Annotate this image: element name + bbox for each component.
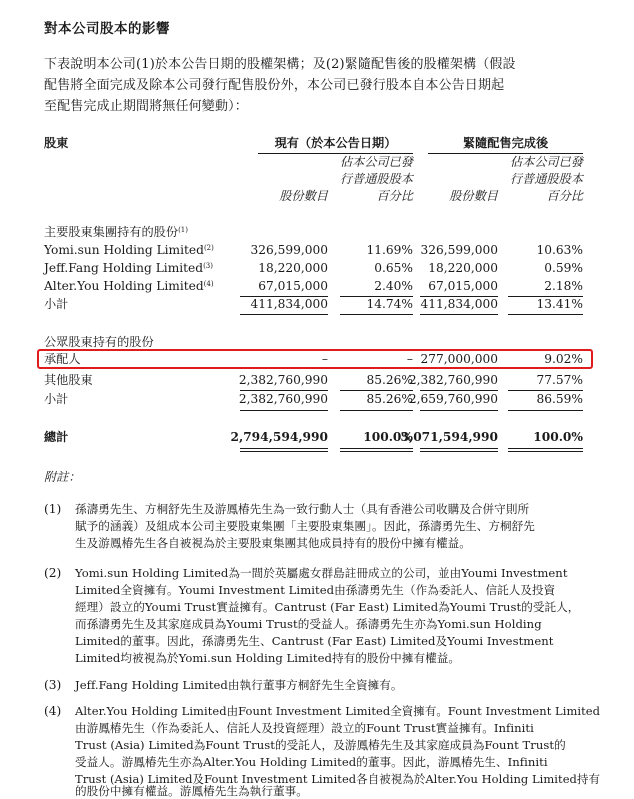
row-name: 總計 [44, 430, 69, 444]
note-line: 生及游鳳椿先生各自被視為於主要股東集團其他成員持有的股份中擁有權益。 [75, 536, 471, 550]
total-double-rule [508, 448, 583, 452]
after-shares-cell: 18,220,000 [428, 261, 498, 275]
after-pct-cell: 9.02% [544, 352, 583, 366]
current-header-rule [258, 153, 413, 154]
after-header-rule [428, 153, 583, 154]
row-name: 其他股東 [44, 373, 93, 387]
after-pct-cell: 86.59% [536, 392, 583, 406]
section-major-shareholders: 主要股東集團持有的股份$^{(1)}$ [44, 225, 188, 239]
current-group-header: 現有（於本公告日期） [274, 136, 397, 150]
section-heading: 對本公司股本的影響 [44, 21, 170, 37]
after-pct-cell: 13.41% [536, 297, 583, 311]
row-name: 小計 [44, 297, 69, 311]
after-pct-cell: 0.59% [544, 261, 583, 275]
note-number: (4) [44, 704, 62, 718]
after-shares-cell: 3,071,594,990 [400, 430, 498, 444]
after-pct-cell: 77.57% [536, 373, 583, 387]
current-pct-cell: – [406, 352, 413, 366]
current-pct-cell: 0.65% [374, 261, 413, 275]
current-shares-cell: 2,794,594,990 [230, 430, 328, 444]
current-pct-cell: 14.74% [366, 297, 413, 311]
intro-line-1: 下表說明本公司(1)於本公告日期的股權架構；及(2)緊隨配售後的股權架構（假設 [44, 57, 516, 72]
current-shares-header: 股份數目 [279, 189, 328, 203]
subtotal-rule [340, 410, 413, 411]
subtotal-rule [340, 314, 413, 315]
note-line: Jeff.Fang Holding Limited由執行董事方桐舒先生全資擁有。 [75, 678, 403, 692]
subtotal-rule [240, 410, 328, 411]
note-line: 由游鳳椿先生（作為委託人、信託人及投資經理）設立的Fount Trust實益擁有。Infiniti [75, 721, 534, 735]
subtotal-rule [508, 314, 583, 315]
after-pct-header-line1: 佔本公司已發 [509, 155, 583, 169]
current-pct-header-line1: 佔本公司已發 [339, 155, 413, 169]
current-pct-cell: 100.0% [363, 430, 413, 444]
note-line: 孫濤勇先生、方桐舒先生及游鳳椿先生為一致行動人士（具有香港公司收購及合併守則所 [75, 502, 530, 516]
note-line: Limited均被視為於Yomi.sun Holding Limited持有的股份中擁有權益。 [75, 651, 461, 665]
after-shares-cell: 411,834,000 [420, 297, 498, 311]
note-line: 賦予的涵義）及組成本公司主要股東集團「主要股東集團」。因此，孫濤勇先生、方桐舒先 [75, 519, 535, 533]
total-double-rule [240, 448, 328, 452]
note-line: 的股份中擁有權益。游鳳椿先生為執行董事。 [75, 784, 308, 798]
note-line: 而孫濤勇先生及其家庭成員為Youmi Trust的受益人。孫濤勇先生亦為Yomi.sun Holding [75, 617, 542, 631]
after-shares-cell: 277,000,000 [420, 352, 498, 366]
row-name: Yomi.sun Holding Limited$^{(2)}$ [44, 243, 214, 257]
after-shares-cell: 326,599,000 [420, 243, 498, 257]
subtotal-rule [420, 390, 498, 391]
subtotal-rule [508, 390, 583, 391]
after-group-header: 緊隨配售完成後 [462, 136, 549, 150]
note-line: Trust (Asia) Limited及Fount Investment Limited各自被視為於Alter.You Holding Limited持有 [75, 772, 600, 786]
after-pct-cell: 100.0% [533, 430, 583, 444]
after-shares-header: 股份數目 [449, 189, 498, 203]
current-shares-cell: – [321, 352, 328, 366]
total-double-rule [340, 448, 413, 452]
current-shares-cell: 18,220,000 [258, 261, 328, 275]
intro-line-2: 配售將全面完成及除本公司發行配售股份外，本公司已發行股本自本公告日期起 [44, 78, 505, 93]
note-line: Yomi.sun Holding Limited為一間於英屬處女群島註冊成立的公司，並由Youmi Investment [75, 566, 568, 580]
total-double-rule [420, 448, 498, 452]
current-pct-header-line3: 百分比 [376, 189, 413, 203]
row-name: Alter.You Holding Limited$^{(4)}$ [44, 279, 214, 293]
note-number: (3) [44, 678, 62, 692]
current-pct-cell: 85.26% [366, 373, 413, 387]
subtotal-rule [340, 390, 413, 391]
shareholder-column-header: 股東 [44, 136, 69, 150]
row-name: Jeff.Fang Holding Limited$^{(3)}$ [44, 261, 213, 275]
subtotal-rule [508, 410, 583, 411]
notes-title: 附註： [44, 470, 81, 484]
subtotal-rule [420, 410, 498, 411]
note-number: (2) [44, 566, 62, 580]
current-shares-cell: 411,834,000 [250, 297, 328, 311]
after-pct-cell: 2.18% [544, 279, 583, 293]
after-pct-cell: 10.63% [536, 243, 583, 257]
current-pct-cell: 11.69% [366, 243, 413, 257]
note-number: (1) [44, 502, 62, 516]
after-shares-cell: 2,382,760,990 [408, 373, 498, 387]
row-name: 承配人 [44, 352, 81, 366]
note-line: Limited的董事。因此，孫濤勇先生、Cantrust (Far East) Limited及Youmi Investment [75, 634, 554, 648]
after-pct-header-line2: 行普通股股本 [509, 172, 583, 186]
note-line: Trust (Asia) Limited為Fount Trust的受託人，及游鳳椿先生及其家庭成員為Fount Trust的 [75, 738, 566, 752]
subtotal-rule [420, 314, 498, 315]
current-shares-cell: 326,599,000 [250, 243, 328, 257]
note-line: 經理）設立的Youmi Trust實益擁有。Cantrust (Far East) Limited為Youmi Trust的受託人， [75, 600, 580, 614]
current-pct-cell: 85.26% [366, 392, 413, 406]
note-line: Alter.You Holding Limited由Fount Investment Limited全資擁有。Fount Investment Limited [75, 704, 601, 718]
current-shares-cell: 2,382,760,990 [238, 373, 328, 387]
note-line: 受益人。游鳳椿先生亦為Alter.You Holding Limited的董事。因此，游鳳椿先生、Infiniti [75, 755, 548, 769]
current-pct-cell: 2.40% [374, 279, 413, 293]
after-pct-header-line3: 百分比 [546, 189, 583, 203]
after-shares-cell: 2,659,760,990 [408, 392, 498, 406]
section-public-shareholders: 公眾股東持有的股份 [44, 335, 154, 349]
subtotal-rule [240, 390, 328, 391]
row-name: 小計 [44, 392, 69, 406]
current-pct-header-line2: 行普通股股本 [339, 172, 413, 186]
subtotal-rule [240, 314, 328, 315]
current-shares-cell: 67,015,000 [258, 279, 328, 293]
current-shares-cell: 2,382,760,990 [238, 392, 328, 406]
note-line: Limited全資擁有。Youmi Investment Limited由孫濤勇先生（作為委託人、信託人及投資 [75, 583, 556, 597]
intro-line-3: 至配售完成止期間將無任何變動）： [44, 99, 248, 114]
after-shares-cell: 67,015,000 [428, 279, 498, 293]
